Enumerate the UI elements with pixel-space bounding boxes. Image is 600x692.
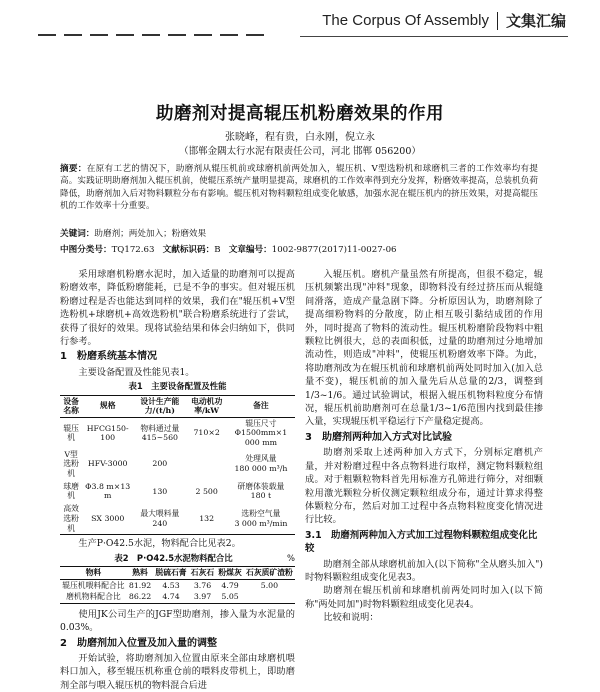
equipment-table-cell: 130 <box>152 486 168 496</box>
mix-ratio-table-cell: 5.05 <box>221 592 239 602</box>
mix-ratio-table-header-cell: 石灰质矿渣粉 <box>246 568 293 577</box>
mix-ratio-table-cell: 81.92 <box>128 580 152 590</box>
mix-ratio-table-cell: 86.22 <box>128 592 152 602</box>
mix-ratio-table-row <box>60 591 295 603</box>
article-title: 助磨剂对提高辊压机粉磨效果的作用 <box>156 104 444 124</box>
mix-ratio-table-cell: 3.97 <box>193 592 212 602</box>
equipment-table-cell: 物料通过量415~560 <box>140 423 180 443</box>
journal-name-en: The Corpus Of Assembly <box>322 12 489 29</box>
abstract <box>60 163 538 213</box>
mix-ratio-table-cell <box>244 591 295 603</box>
equipment-table-cell: 710×2 <box>193 428 220 438</box>
right-paragraph-4: 助磨剂在辊压机前和球磨机前两处同时加入(以下简称"两处同加")时物料颗粒组成变化见表4。 <box>305 585 543 610</box>
clc-value: TQ172.63 <box>111 245 155 255</box>
mix-ratio-table-header-cell: 石灰石 <box>190 568 215 577</box>
table-2-unit: % <box>287 552 295 563</box>
equipment-table-header-cell: 电动机功率/kW <box>191 396 223 416</box>
mix-ratio-table-cell: 磨机物料配合比 <box>66 592 121 602</box>
mix-ratio-table-cell: 3.76 <box>193 580 212 590</box>
header-rule <box>300 36 568 37</box>
equipment-table-row <box>60 503 295 534</box>
section-3-1-heading: 3.1 助磨剂两种加入方式加工过程物料颗粒组成变化比较 <box>305 529 538 555</box>
keywords-text: 助磨剂；两处加入；粉磨效果 <box>94 229 207 239</box>
table-1-caption: 表1 主要设备配置及性能 <box>128 381 227 392</box>
mix-ratio-table-header-cell: 脱硫石膏 <box>155 568 187 577</box>
article-id-value: 1002-9877(2017)11-0027-06 <box>271 245 397 255</box>
left-column <box>60 268 295 692</box>
equipment-table-cell: 2 500 <box>195 486 218 496</box>
right-paragraph-5: 比较和说明： <box>323 612 379 624</box>
intro-paragraph: 采用球磨机粉磨水泥时，加入适量的助磨剂可以提高粉磨效率，降低粉磨能耗，已是不争的事实。但对辊压机粉磨过程是否也能达到同样的效果，我们在"辊压机+V型选粉机+球磨机+高效选粉机"联合粉磨系统进行了尝试，获得了很好的效果。现将试验结果和体会归纳如下，供同行参考。 <box>60 269 295 348</box>
mix-ratio-table-header-cell: 熟料 <box>132 568 148 577</box>
equipment-table-cell: 200 <box>152 459 168 469</box>
journal-name-cn: 文集汇编 <box>505 12 566 30</box>
equipment-table-cell: 选粉空气量 3 000 m³/min <box>234 509 288 528</box>
right-column <box>305 268 543 625</box>
equipment-table-cell: 最大喂料量240 <box>140 509 180 528</box>
abstract-label: 摘要： <box>60 164 87 174</box>
keywords <box>60 227 538 239</box>
equipment-table-header-cell: 备注 <box>253 401 269 411</box>
mix-ratio-table-cell: 4.53 <box>162 580 180 590</box>
journal-header <box>322 10 566 31</box>
table-2-title: 表2 P·O42.5水泥物料配合比 <box>114 552 233 563</box>
equipment-table-cell <box>187 449 227 480</box>
section-1-text: 主要设备配置及性能见表1。 <box>78 366 195 378</box>
mix-ratio-table-cell: 5.00 <box>260 580 279 590</box>
grinding-aid-text: 使用JK公司生产的JGF型助磨剂，掺入量为水泥量的0.03%。 <box>60 608 295 634</box>
equipment-table-row <box>60 479 295 503</box>
equipment-table-cell: SX 3000 <box>91 514 125 523</box>
section-2-text: 开始试验，将助磨剂加入位置由原来全部由球磨机喂料口加入，移至辊压机称重仓前的喂料皮带机上，即助磨剂全部与喂入辊压机的物料混合后进 <box>60 653 295 691</box>
equipment-table-cell: 高效选粉机 <box>63 504 79 533</box>
equipment-table-cell: HFCG150-100 <box>86 423 129 443</box>
clc-label: 中图分类号： <box>60 245 112 255</box>
table-2-caption <box>60 552 295 565</box>
equipment-table-cell: 132 <box>199 514 215 523</box>
affiliation: （邯郸金隅太行水泥有限责任公司，河北 邯郸 056200） <box>179 146 421 157</box>
classification-line <box>60 243 538 255</box>
keywords-label: 关键词： <box>60 229 95 239</box>
equipment-table-header-cell: 设计生产能力/(t/h) <box>140 396 180 416</box>
mix-ratio-table-cell: 4.79 <box>221 580 239 590</box>
header-divider <box>497 12 498 30</box>
authors: 张晓峰，程有贵，白永刚，倪立永 <box>225 132 375 143</box>
equipment-table-cell: 研磨体装载量 180 t <box>237 481 285 501</box>
mix-ratio-table <box>60 566 295 604</box>
equipment-table-cell: 球磨机 <box>63 481 79 501</box>
equipment-table-cell: 处理风量 180 000 m³/h <box>234 454 288 474</box>
equipment-table-cell: V型选粉机 <box>63 449 79 478</box>
equipment-table-cell: 辊压尺寸 Φ1500mm×1 000 mm <box>234 418 288 448</box>
mix-ratio-text: 生产P·O42.5水泥，物料配合比见表2。 <box>78 538 241 550</box>
right-paragraph-2: 助磨剂采取上述两种加入方式下，分别标定磨机产量，并对粉磨过程中各点物料进行取样，测定物料颗粒组成。对于粗颗粒物料首先用标准方孔筛进行筛分，对细颗粒用激光颗粒分析仪测定颗粒组成分布，通过计算求得整体颗粒分布，然后对加工过程中各点物料粒度变化情况进行比较。 <box>305 447 543 526</box>
right-paragraph-1: 入辊压机。磨机产量虽然有所提高，但很不稳定，辊压机频繁出现"冲料"现象，即物料没有经过挤压而从辊缝间滑落，造成产量急剧下降。分析原因认为，助磨剂除了提高细粉物料的分散度，防止相互吸引黏结成团的作用外，同时提高了物料的流动性。辊压机粉磨阶段物料中粗颗粒比例很大，总的表面积低，过量的助磨剂过分地增加流动性，则造成"冲料"，使辊压机粉磨效率下降。为此，将助磨剂改为在辊压机前和球磨机前两处同时加入(加入总量不变)，辊压机前的加入量先后从总量的2/3，调整到1/3~1/6。通过试验调试，根据入辊压机物料粒度分布情况，辊压机前助磨剂可在总量1/3~1/6范围内找到最佳掺入量，实现辊压机平稳运行下产量稳定提高。 <box>305 269 543 428</box>
equipment-table <box>60 395 295 536</box>
mix-ratio-table-cell: 辊压机喂料配合比 <box>62 580 125 590</box>
section-2-heading: 2 助磨剂加入位置及加入量的调整 <box>60 637 217 649</box>
section-1-heading: 1 粉磨系统基本情况 <box>60 351 157 363</box>
equipment-table-row <box>60 417 295 448</box>
equipment-table-cell: HFV-3000 <box>87 459 128 469</box>
article-id-label: 文章编号： <box>228 245 272 255</box>
equipment-table-row <box>60 449 295 480</box>
header-dashed-rule <box>38 34 268 36</box>
mix-ratio-table-row <box>60 579 295 591</box>
right-paragraph-3: 助磨剂全部从球磨机前加入(以下简称"全从磨头加入")时物料颗粒组成变化见表3。 <box>305 558 543 583</box>
abstract-text: 在原有工艺的情况下，助磨剂从辊压机前或球磨机前两处加入，辊压机、V型选粉机和球磨机三者的工作效率均有提高。实践证明助磨剂加入辊压机前，使辊压系统产量明显提高，球磨机的工作效率得到充分发挥，粉磨效率提高，总装机负荷降低，助磨剂加入后对物料颗粒分布有影响。辊压机对物料颗粒组成变化敏感，加强水泥在辊压机内的挤压效果，对提高辊压机的工作效率十分重要。 <box>60 164 538 212</box>
equipment-table-cell: Φ3.8 m×13 m <box>85 481 131 501</box>
mix-ratio-table-header-cell: 粉煤灰 <box>218 568 242 577</box>
mix-ratio-table-cell: 4.74 <box>162 592 180 602</box>
doc-code-label: 文献标识码： <box>162 245 215 255</box>
equipment-table-header-cell: 设备名称 <box>63 396 79 416</box>
section-3-heading: 3 助磨剂两种加入方式对比试验 <box>305 431 452 443</box>
mix-ratio-table-header-cell: 物料 <box>85 568 102 577</box>
equipment-table-cell: 辊压机 <box>63 423 79 443</box>
doc-code-value: B <box>214 245 221 255</box>
equipment-table-header-cell: 规格 <box>99 401 116 411</box>
